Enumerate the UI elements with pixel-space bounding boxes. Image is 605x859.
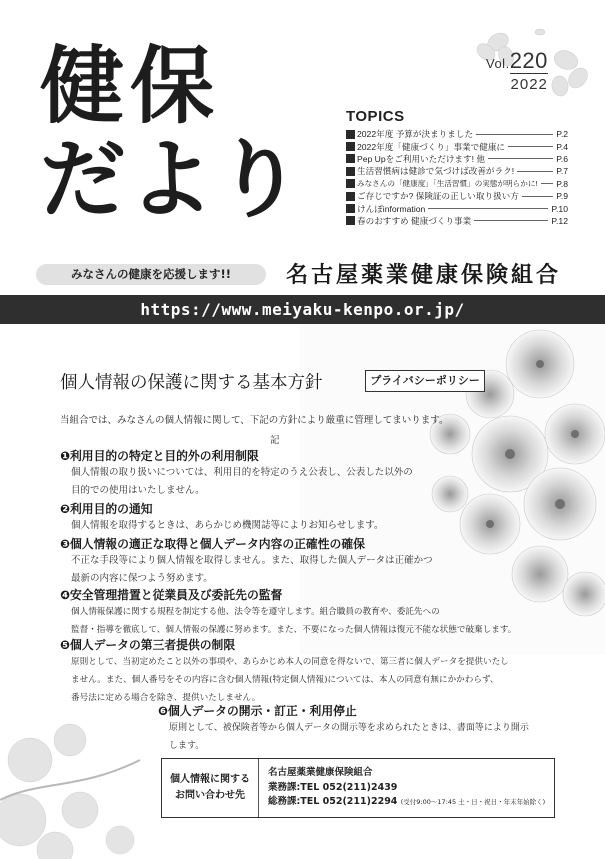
slogan-badge: みなさんの健康を応援します!! xyxy=(36,264,266,285)
section-text: 不正な手段等により個人情報を取得しません。また、取得した個人データは正確かつ xyxy=(71,555,433,566)
contact-box xyxy=(161,758,555,818)
policy-intro: 当組合では、みなさんの個人情報に関して、下記の方針により厳重に管理してまいります。 xyxy=(60,415,449,426)
policy-section xyxy=(60,500,383,535)
section-text: 原則として、被保険者等から個人データの開示等を求められたときは、書面等により開示 xyxy=(169,723,529,733)
contact-phone-business[interactable]: 業務課:TEL 052(211)2439 xyxy=(268,781,398,793)
square-bullet-icon xyxy=(346,179,355,188)
contact-org: 名古屋薬業健康保険組合 xyxy=(268,767,373,778)
square-bullet-icon xyxy=(346,130,355,139)
topic-item: けんぽinformation P.10 xyxy=(346,202,568,214)
section-text: 番号法に定める場合を除き、提供いたしません。 xyxy=(71,693,261,703)
topic-item: 2022年度 予算が決まりました P.2 xyxy=(346,128,568,140)
section-heading: ❻個人データの開示・訂正・利用停止 xyxy=(158,704,357,718)
section-text: 最新の内容に保つよう努めます。 xyxy=(71,573,213,584)
square-bullet-icon xyxy=(346,192,355,201)
masthead-title-line1: 健保 xyxy=(40,37,221,135)
privacy-policy-tag: プライバシーポリシー xyxy=(365,370,485,392)
section-text: 原則として、当初定めたこと以外の事項や、あらかじめ本人の同意を得ないで、第三者に個人データを提供いたし xyxy=(71,657,509,667)
organization-name: 名古屋薬業健康保険組合 xyxy=(286,263,562,288)
topic-item: 春のおすすめ 健康づくり事業 P.12 xyxy=(346,215,568,227)
volume-number: 220 xyxy=(509,48,548,73)
masthead-title xyxy=(40,37,304,230)
section-heading: ❸個人情報の適正な取得と個人データ内容の正確性の確保 xyxy=(60,537,365,551)
topics-list xyxy=(346,108,568,227)
topic-item: Pep Upをご利用いただけます! 他 P.6 xyxy=(346,153,568,165)
volume-info xyxy=(486,48,548,93)
section-heading: ❷利用目的の通知 xyxy=(60,502,153,516)
website-url[interactable]: https://www.meiyaku-kenpo.or.jp/ xyxy=(0,295,605,324)
topic-item: 2022年度「健康づくり」事業で健康に P.4 xyxy=(346,140,568,152)
policy-section xyxy=(60,447,413,500)
section-text: 目的での使用はいたしません。 xyxy=(71,485,205,496)
topics-heading: TOPICS xyxy=(346,108,405,125)
masthead-title-line2: だより xyxy=(40,130,304,230)
volume-label: Vol. xyxy=(486,56,510,71)
policy-section xyxy=(158,702,529,755)
policy-section xyxy=(60,636,509,707)
section-heading: ❶利用目的の特定と目的外の利用制限 xyxy=(60,449,259,463)
section-heading: ❺個人データの第三者提供の制限 xyxy=(60,638,236,652)
square-bullet-icon xyxy=(346,167,355,176)
issue-year: 2022 xyxy=(510,76,548,93)
policy-section xyxy=(60,586,516,639)
policy-section xyxy=(60,535,433,588)
contact-hours: (受付9:00〜17:45 土・日・祝日・年末年始除く) xyxy=(400,798,546,806)
section-text: ません。また、個人番号をその内容に含む個人情報(特定個人情報)については、本人の同意有無にかかわらず、 xyxy=(71,675,499,685)
section-text: 監督・指導を徹底して、個人情報の保護に努めます。また、不要になった個人情報は復元不能な状態で破棄します。 xyxy=(71,625,517,635)
section-text: 個人情報を取得するときは、あらかじめ機関誌等によりお知らせします。 xyxy=(71,520,384,531)
topic-item: ご存じですか? 保険証の正しい取り扱い方 P.9 xyxy=(346,190,568,202)
square-bullet-icon xyxy=(346,204,355,213)
square-bullet-icon xyxy=(346,154,355,163)
square-bullet-icon xyxy=(346,216,355,225)
section-heading: ❹安全管理措置と従業員及び委託先の監督 xyxy=(60,588,283,602)
topic-item: 生活習慣病は健診で気づけば改善がラク! P.7 xyxy=(346,165,568,177)
contact-phone-general[interactable]: 総務課:TEL 052(211)2294 xyxy=(268,796,398,807)
square-bullet-icon xyxy=(346,142,355,151)
contact-label: 個人情報に関する お問い合わせ先 xyxy=(162,759,259,817)
section-text: します。 xyxy=(169,741,205,751)
contact-details xyxy=(268,766,545,810)
policy-title: 個人情報の保護に関する基本方針 xyxy=(60,373,323,393)
section-text: 個人情報の取り扱いについては、利用目的を特定のうえ公表し、公表した以外の xyxy=(71,467,413,478)
section-text: 個人情報保護に関する規程を制定する他、法令等を遵守します。組合職員の教育や、委託先への xyxy=(71,607,440,617)
ki-mark: 記 xyxy=(270,435,280,446)
topic-item: みなさんの「健康度」「生活習慣」の実態が明らかに! P.8 xyxy=(346,178,568,190)
